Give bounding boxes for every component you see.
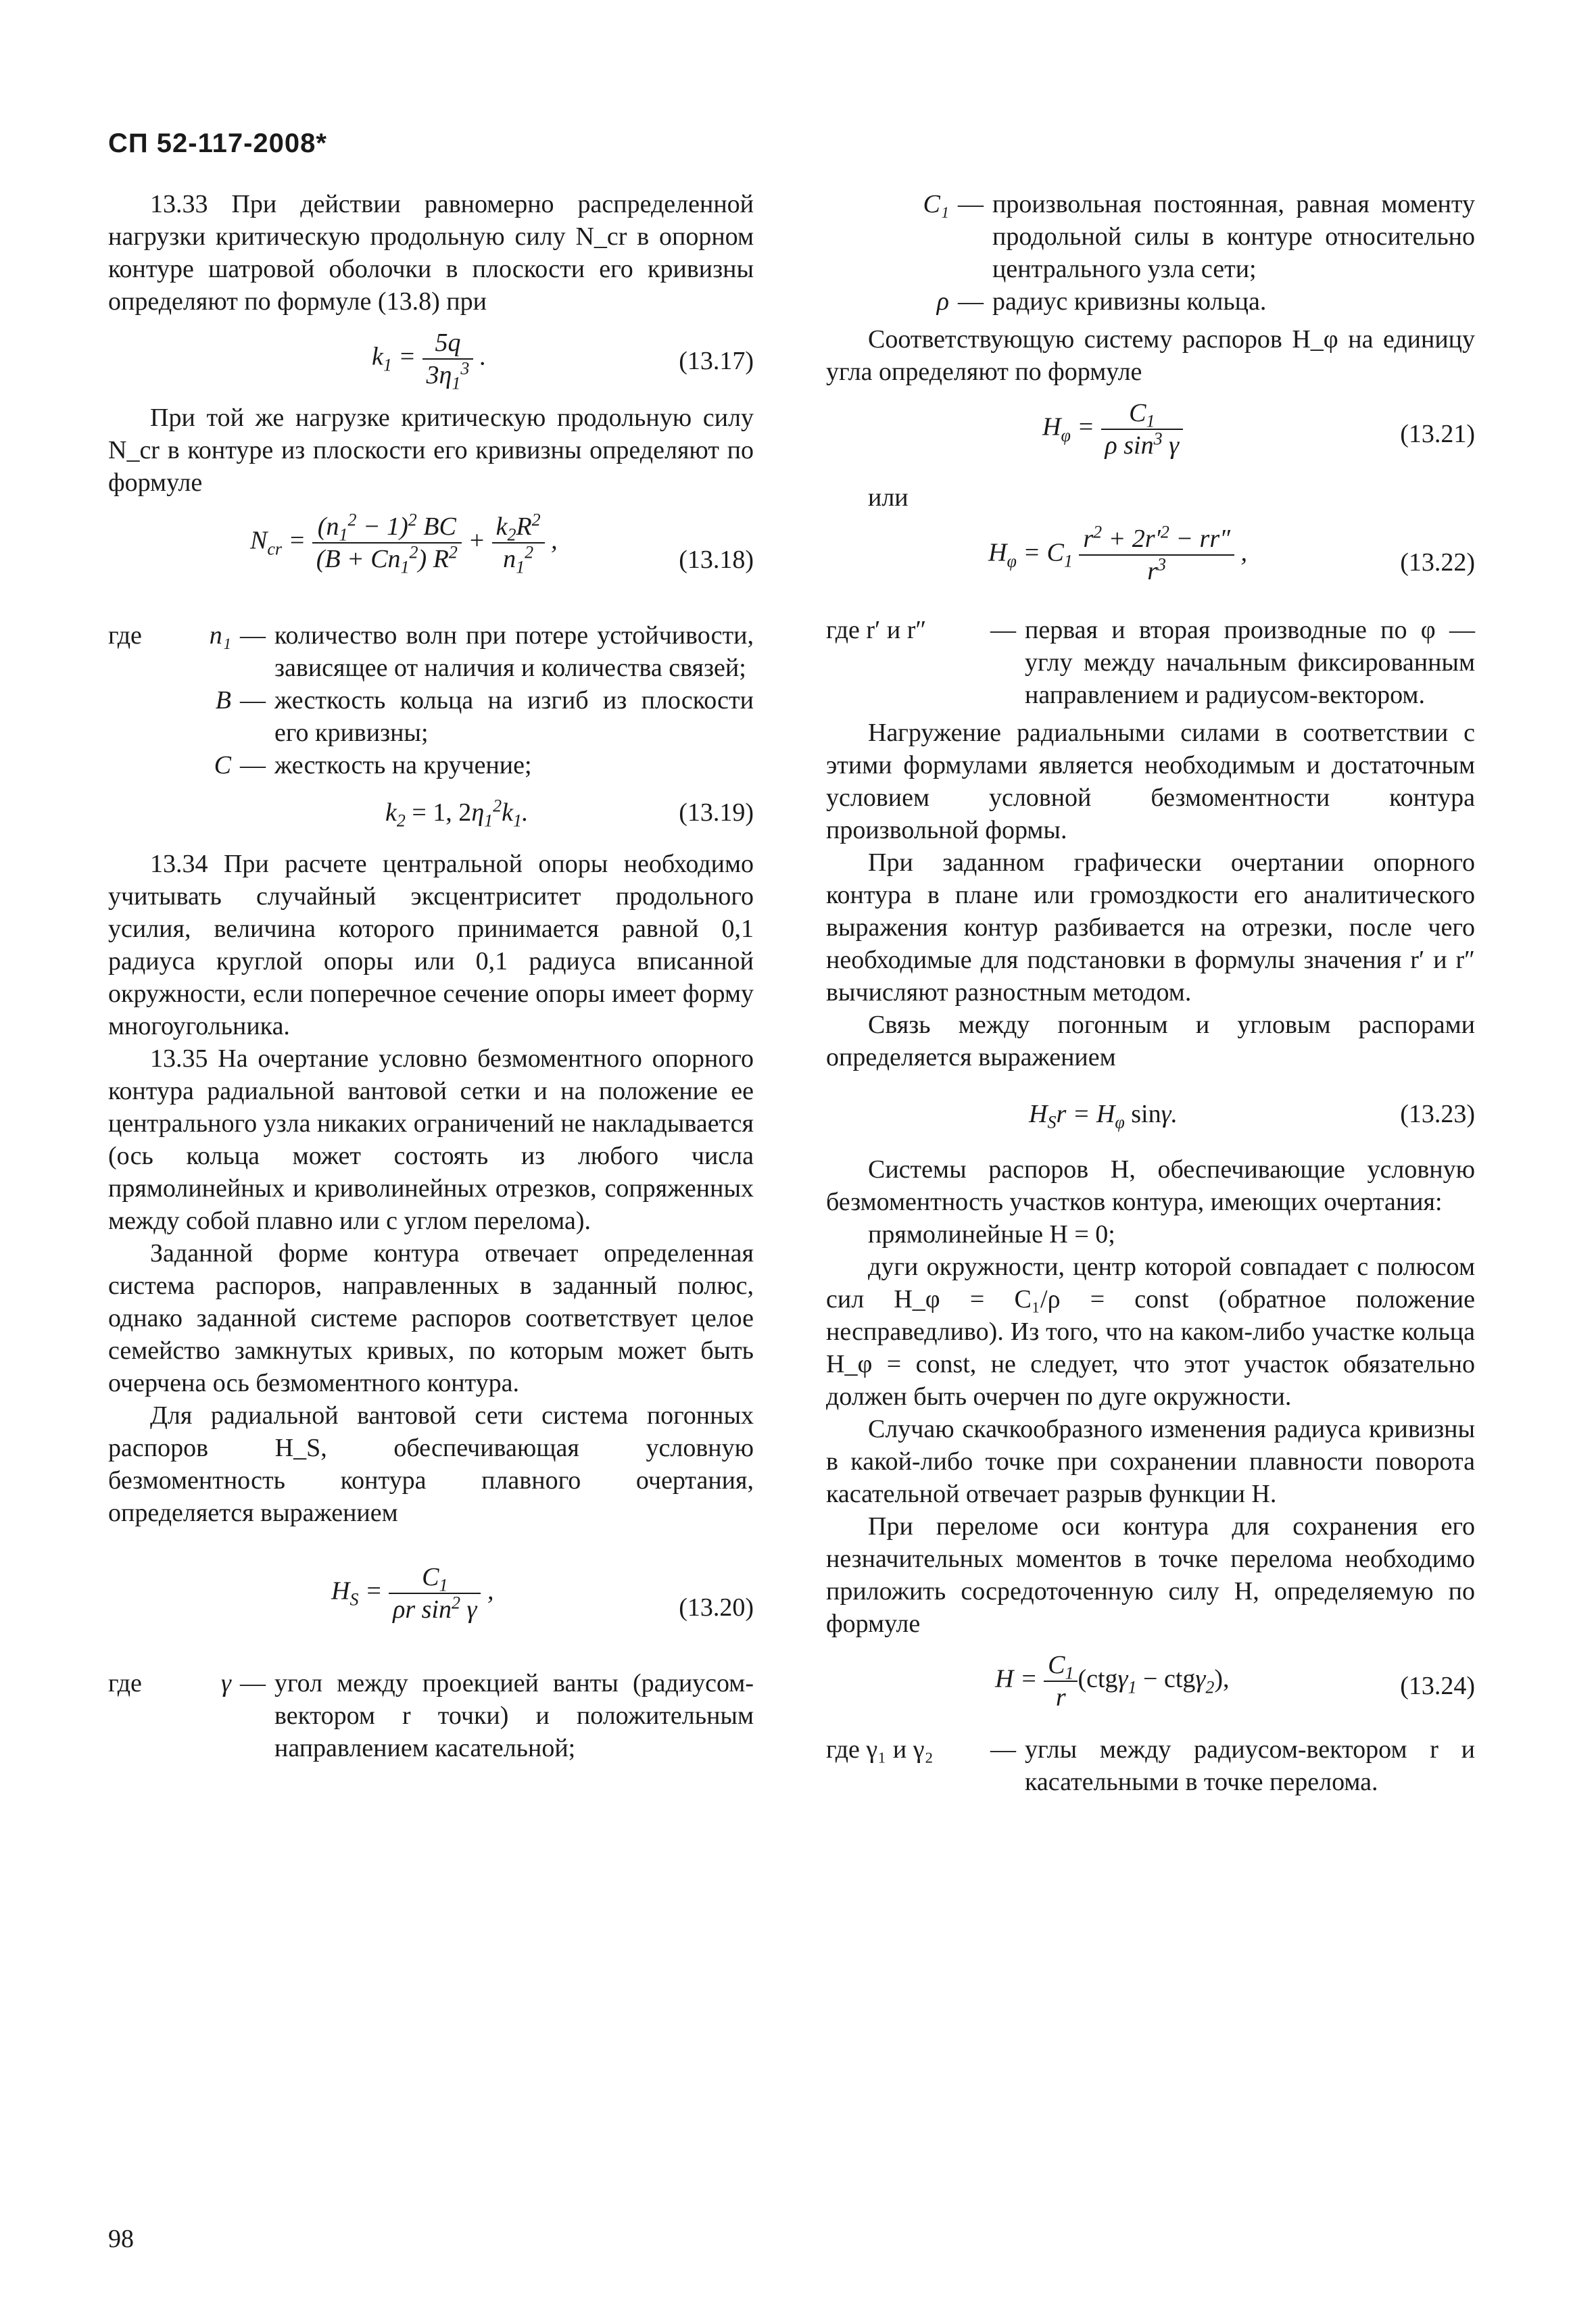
paragraph-same-load: При той же нагрузке критическую продольную силу N_cr в контуре из плоскости его кривизны определяют по формуле xyxy=(108,404,754,497)
paragraph-radial-net: Для радиальной вантовой сети система погонных распоров H_S, обеспечивающая условную безмоментность контура плавного очертания, определяется выражением xyxy=(108,1401,754,1527)
formula-expression: $H_S$ = $\frac{C_1}{\rho r \sin^2 \gamma}$ , xyxy=(331,1563,494,1624)
paragraph-graphical-contour: При заданном графически очертании опорного контура в плане или громоздкости его аналитического выражения контур разбивается на отрезки, после чего необходимые для подстановки в формулы значения r′ и r″ вычисляют разностным методом. xyxy=(826,848,1475,1007)
formula-expression: $H_Sr = H_\varphi$ sinγ. xyxy=(1029,1100,1178,1132)
definitions-13-20 xyxy=(108,1667,754,1764)
formula-13-19 xyxy=(108,791,754,838)
paragraph-13-35: 13.35 На очертание условно безмоментного опорного контура радиальной вантовой сетки и на положение ее центрального узла никаких ограничений не накладывается (ось кольца может состоять из любого числа прямолинейных и криволинейных отрезков, сопряженных между собой плавно или с углом перелома). xyxy=(108,1044,754,1235)
formula-number: (13.20) xyxy=(679,1593,754,1622)
paragraph-13-33: 13.33 При действии равномерно распределенной нагрузки критическую продольную силу N_cr в опорном контуре шатровой оболочки в плоскости его кривизны определяют по формуле (13.8) при xyxy=(108,190,754,316)
running-header: СП 52-117-2008* xyxy=(108,128,327,158)
formula-13-22 xyxy=(826,523,1475,604)
paragraph-axis-break: При переломе оси контура для сохранения его незначительных моментов в точке перелома необходимо приложить сосредоточенную силу H, определяемую по формуле xyxy=(826,1512,1475,1638)
paragraph-angular-spreads: Соответствующую систему распоров H_φ на единицу угла определяют по формуле xyxy=(826,325,1475,386)
formula-number: (13.17) xyxy=(679,347,754,375)
definitions-13-18 xyxy=(108,619,754,781)
paragraph-spreads-relation: Связь между погонным и угловым распорами определяется выражением xyxy=(826,1011,1475,1071)
formula-expression: $H_\varphi = C_1$ $\frac{r^2 + 2r'^2 - rr''}{r^3}$ , xyxy=(988,522,1247,585)
formula-13-21 xyxy=(826,397,1475,472)
definitions-13-22 xyxy=(826,614,1475,711)
paragraph-spreads-system: Заданной форме контура отвечает определенная система распоров, направленных в заданный полюс, однако заданной системе распоров соответствует целое семейство замкнутых кривых, по которым может быть очерчена ось безмоментного контура. xyxy=(108,1239,754,1397)
definition-item: C — жесткость на кручение; xyxy=(214,751,532,779)
formula-number: (13.24) xyxy=(1400,1672,1475,1700)
formula-number: (13.23) xyxy=(1400,1100,1475,1128)
definition-item: где γ — угол между проекцией ванты (радиусом-вектором r точки) и положительным направлением касательной; xyxy=(108,1669,754,1762)
formula-number: (13.21) xyxy=(1400,420,1475,448)
paragraph-radius-jump: Случаю скачкообразного изменения радиуса кривизны в какой-либо точке при сохранении плавности поворота касательной отвечает разрыв функции H. xyxy=(826,1415,1475,1508)
paragraph-straight: прямолинейные H = 0; xyxy=(868,1220,1115,1249)
paragraph-spread-systems: Системы распоров H, обеспечивающие условную безмоментность участков контура, имеющих очертания: xyxy=(826,1155,1475,1216)
definition-item: C₁ — произвольная постоянная, равная моменту продольной силы в контуре относительно центрального узла сети; xyxy=(923,190,1475,283)
formula-13-23 xyxy=(826,1090,1475,1144)
formula-expression: H = $\frac{C_1}{r}$ (ctgγ$_1$ − ctgγ$_2$), xyxy=(995,1651,1230,1712)
formula-number: (13.19) xyxy=(679,798,754,827)
formula-expression: $k_2 = 1$, $2\eta_1^2k_1$. xyxy=(385,796,529,831)
definition-item: где n₁ — количество волн при потере устойчивости, зависящее от наличия и количества связей; xyxy=(108,621,754,682)
word-or: или xyxy=(868,483,909,512)
formula-expression: $N_{cr}$ = $\frac{(n_1^2 - 1)^2 BC}{(B + Cn_1^2) R^2}$ + $\frac{k_2R^2}{n_1^2}$ , xyxy=(250,510,558,577)
paragraph-13-34: 13.34 При расчете центральной опоры необходимо учитывать случайный эксцентриситет продольного усилия, величина которого принимается равной 0,1 радиуса круглой опоры или 0,1 радиуса вписанной окружности, если поперечное сечение опоры имеет форму многоугольника. xyxy=(108,850,754,1040)
right-column xyxy=(826,188,1475,1804)
definition-item: где γ₁ и γ₂ — углы между радиусом-вектором r и касательными в точке перелома. xyxy=(826,1735,1475,1796)
definitions-13-24 xyxy=(826,1733,1475,1798)
definition-item: B — жесткость кольца на изгиб из плоскости его кривизны; xyxy=(215,686,754,747)
formula-13-18 xyxy=(108,508,754,610)
paragraph-circle-arcs: дуги окружности, центр которой совпадает с полюсом сил H_φ = C₁/ρ = const (обратное положение несправедливо). Из того, что на каком-либо участке кольца H_φ = const, не следует, что этот участок обязательно должен быть очерчен по дуге окружности. xyxy=(826,1253,1475,1411)
definition-item: ρ — радиус кривизны кольца. xyxy=(936,287,1267,316)
definition-item: где r′ и r″ — первая и вторая производные по φ — углу между начальным фиксированным направлением и радиусом-вектором. xyxy=(826,616,1475,709)
left-column xyxy=(108,188,754,1770)
formula-13-24 xyxy=(826,1649,1475,1724)
formula-expression: $k_1$ = $\frac{5q}{3\eta_1^3}$ . xyxy=(372,329,487,393)
formula-expression: $H_\varphi$ = $\frac{C_1}{\rho \sin^3 \gamma}$ xyxy=(1042,397,1183,461)
page-number: 98 xyxy=(108,2225,134,2253)
formula-13-17 xyxy=(108,327,754,392)
definitions-13-20-continued xyxy=(826,188,1475,318)
paragraph-radial-loading: Нагружение радиальными силами в соответствии с этими формулами является необходимым и достаточным условием условной безмоментности контура произвольной формы. xyxy=(826,719,1475,844)
formula-13-20 xyxy=(108,1556,754,1658)
formula-number: (13.18) xyxy=(679,546,754,574)
formula-number: (13.22) xyxy=(1400,548,1475,577)
